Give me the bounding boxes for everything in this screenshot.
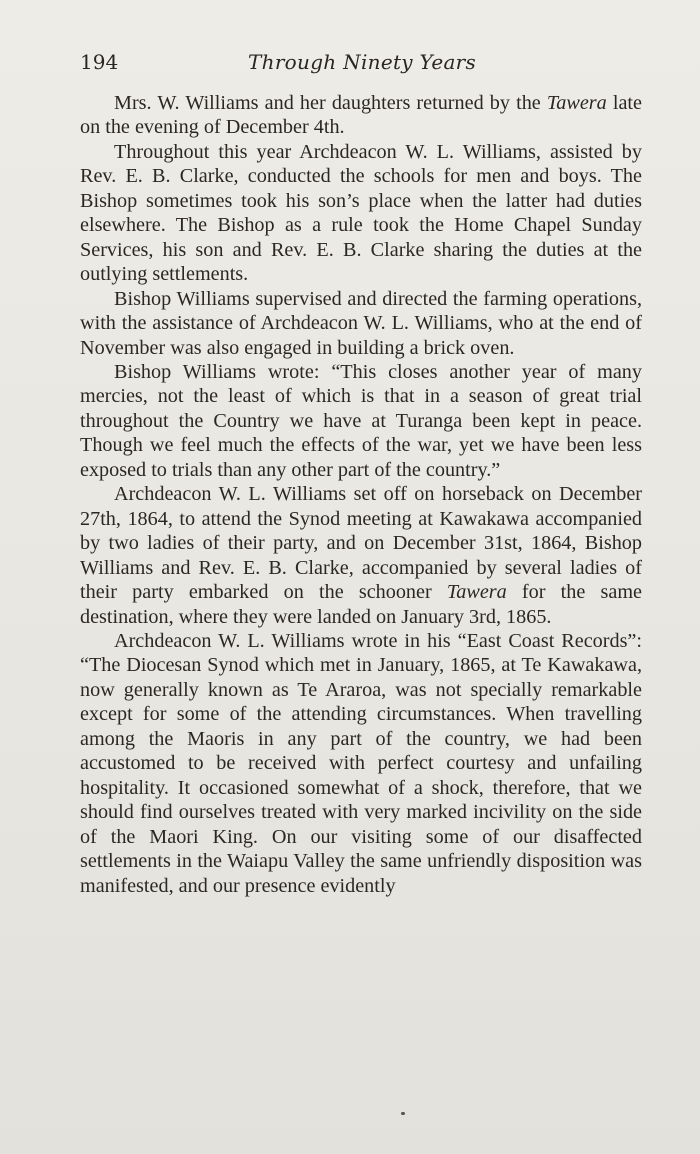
body-text — [80, 91, 642, 898]
ship-name: Tawera — [446, 581, 507, 604]
paragraph-text: Mrs. W. Williams and her daughters returned by the — [114, 92, 547, 114]
paragraph-text: late on the evening of December 4th. — [80, 92, 642, 139]
page-header — [80, 50, 642, 78]
paragraph — [80, 482, 642, 629]
paragraph — [80, 91, 642, 140]
ship-name: Tawera — [546, 92, 607, 114]
ink-speck — [401, 1112, 405, 1115]
paragraph-text: for the same destination, where they were landed on January 3rd, 1865. — [80, 581, 642, 628]
paragraph-text: Archdeacon W. L. Williams set off on horseback on December 27th, 1864, to attend the Synod meeting at Kawakawa accompanied by two ladies of their party, and on December 31st, 1864, Bishop Williams and Rev. E. B. Clarke, accompanied by several ladies of their party embarked on the schooner — [80, 483, 642, 604]
paragraph: Throughout this year Archdeacon W. L. Williams, assisted by Rev. E. B. Clarke, conducted the schools for men and boys. The Bishop sometimes took his son’s place when the latter had duties elsewhere. The Bishop as a rule took the Home Chapel Sunday Services, his son and Rev. E. B. Clarke sharing the duties at the outlying settlements. — [80, 140, 642, 286]
page-number: 194 — [80, 50, 119, 74]
running-title: Through Ninety Years — [248, 50, 477, 74]
paragraph: Bishop Williams supervised and directed the farming operations, with the assistance of Archdeacon W. L. Williams, who at the end of November was also engaged in building a brick oven. — [80, 287, 642, 359]
paragraph: Archdeacon W. L. Williams wrote in his “East Coast Records”: “The Diocesan Synod which met in January, 1865, at Te Kawakawa, now generally known as Te Araroa, was not specially remarkable except for some of the attending circumstances. When travelling among the Maoris in any part of the country, we had been accustomed to be received with perfect courtesy and unfailing hospitality. It occasioned somewhat of a shock, therefore, that we should find ourselves treated with very marked incivility on the side of the Maori King. On our visiting some of our disaffected settlements in the Waiapu Valley the same unfriendly disposition was manifested, and our presence evidently — [80, 629, 642, 897]
paragraph: Bishop Williams wrote: “This closes another year of many mercies, not the least of which is that in a season of great trial throughout the Country we have at Turanga been kept in peace. Though we feel much the effects of the war, yet we have been less exposed to trials than any other part of the country.” — [80, 360, 642, 481]
